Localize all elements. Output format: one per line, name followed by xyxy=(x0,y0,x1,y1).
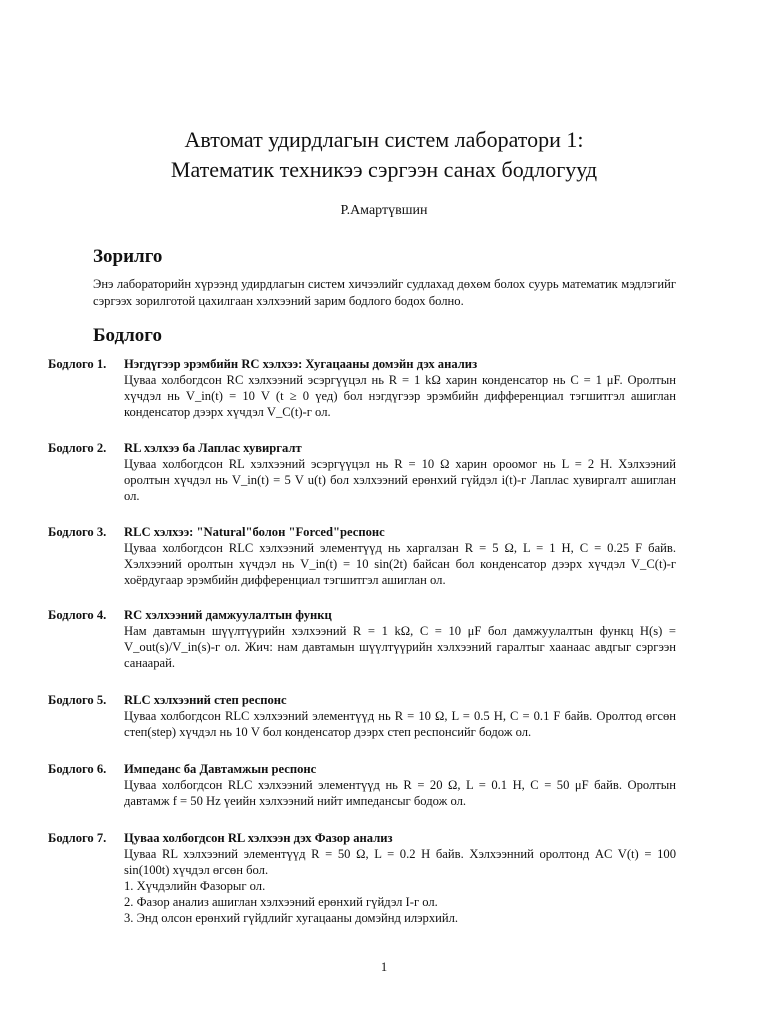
problem-title: RC хэлхээний дамжуулалтын функц xyxy=(124,608,332,622)
problem-title: Нэгдүгээр эрэмбийн RC хэлхээ: Хугацааны домэйн дэх анализ xyxy=(124,357,478,371)
problem-title: RL хэлхээ ба Лаплас хувиргалт xyxy=(124,441,302,455)
problem-label: Бодлого 2. xyxy=(48,441,107,455)
goal-paragraph: Энэ лабораторийн хүрээнд удирдлагын систем хичээлийг судлахад дөхөм болох суурь математик мэдлэгийг сэргээх зорилготой цахилгаан хэлхээний зарим бодлого бодох болно. xyxy=(93,277,676,308)
document-title-line-1: Автомат удирдлагын систем лаборатори 1: xyxy=(184,127,584,152)
problem-title: Импеданс ба Давтамжын респонс xyxy=(124,762,317,776)
problem-text: Цуваа холбогдсон RLC хэлхээний элементүүд нь R = 20 Ω, L = 0.1 H, C = 50 μF байв. Оролтын давтамж f = 50 Hz үеийн хэлхээний нийт импедансыг бодож ол. xyxy=(124,778,676,808)
problem-label: Бодлого 6. xyxy=(48,762,107,776)
problem-title: RLC хэлхээний степ респонс xyxy=(124,693,287,707)
problem-label: Бодлого 7. xyxy=(48,831,107,845)
problem-title: Цуваа холбогдсон RL хэлхээн дэх Фазор анализ xyxy=(124,831,393,845)
section-heading-goal: Зорилго xyxy=(93,246,163,267)
problem-subitem: 1. Хүчдэлийн Фазорыг ол. xyxy=(124,879,266,893)
problem-label: Бодлого 4. xyxy=(48,608,107,622)
problem-text: Цуваа холбогдсон RC хэлхээний эсэргүүцэл нь R = 1 kΩ харин конденсатор нь C = 1 μF. Оролтын хүчдэл нь V_in(t) = 10 V (t ≥ 0 үед) бол нэгдүгээр эрэмбийн дифференциал тэгшитгэл ашиглан конденсатор дээрх хүчдэл V_C(t)-г ол. xyxy=(124,373,676,419)
document-author: Р.Амартүвшин xyxy=(340,203,428,218)
document-title-line-2: Математик техникээ сэргээн санах бодлогууд xyxy=(170,157,598,182)
problem-title: RLC хэлхээ: "Natural"болон "Forced"респонс xyxy=(124,525,385,539)
problem-text: Цуваа холбогдсон RLC хэлхээний элементүүд нь харгалзан R = 5 Ω, L = 1 H, C = 0.25 F байв. Хэлхээний оролтын хүчдэл нь V_in(t) = 10 sin(2t) байсан бол конденсатор дээрх хүчдэл V_C(t)-г хоёрдугаар эрэмбийн дифференциал тэгшитгэл ашиглан ол. xyxy=(124,541,676,587)
problem-text: Цуваа холбогдсон RL хэлхээний эсэргүүцэл нь R = 10 Ω харин ороомог нь L = 2 H. Хэлхээний оролтын хүчдэл нь V_in(t) = 5 V u(t) бол хэлхээний ерөнхий гүйдэл i(t)-г Лаплас хувиргалт ашиглан ол. xyxy=(124,457,676,503)
problem-text: Нам давтамын шүүлтүүрийн хэлхээний R = 1 kΩ, C = 10 μF бол дамжуулалтын функц H(s) = V_out(s)/V_in(s)-г ол. Жич: нам давтамын шүүлтүүрийн хэлхээний гаралтыг хаанаас авдгыг сэргээн санаарай. xyxy=(124,624,676,670)
problem-text: Цуваа RL хэлхээний элементүүд R = 50 Ω, L = 0.2 H байв. Хэлхээнний оролтонд AC V(t) = 100 sin(100t) хүчдэл өгсөн бол. xyxy=(124,847,676,877)
problem-label: Бодлого 1. xyxy=(48,357,107,371)
problem-subitem: 3. Энд олсон ерөнхий гүйдлийг хугацааны домэйнд илэрхийл. xyxy=(124,911,459,925)
problem-subitem: 2. Фазор анализ ашиглан хэлхээний ерөнхий гүйдэл I-г ол. xyxy=(124,895,438,909)
problem-label: Бодлого 5. xyxy=(48,693,107,707)
problem-text: Цуваа холбогдсон RLC хэлхээний элементүүд нь R = 10 Ω, L = 0.5 H, C = 0.1 F байв. Оролтод өгсөн степ(step) хүчдэл нь 10 V бол конденсатор дээрх степ респонсийг бодож ол. xyxy=(124,709,676,739)
page-number: 1 xyxy=(380,960,388,974)
section-heading-problems: Бодлого xyxy=(93,325,162,346)
problem-label: Бодлого 3. xyxy=(48,525,107,539)
